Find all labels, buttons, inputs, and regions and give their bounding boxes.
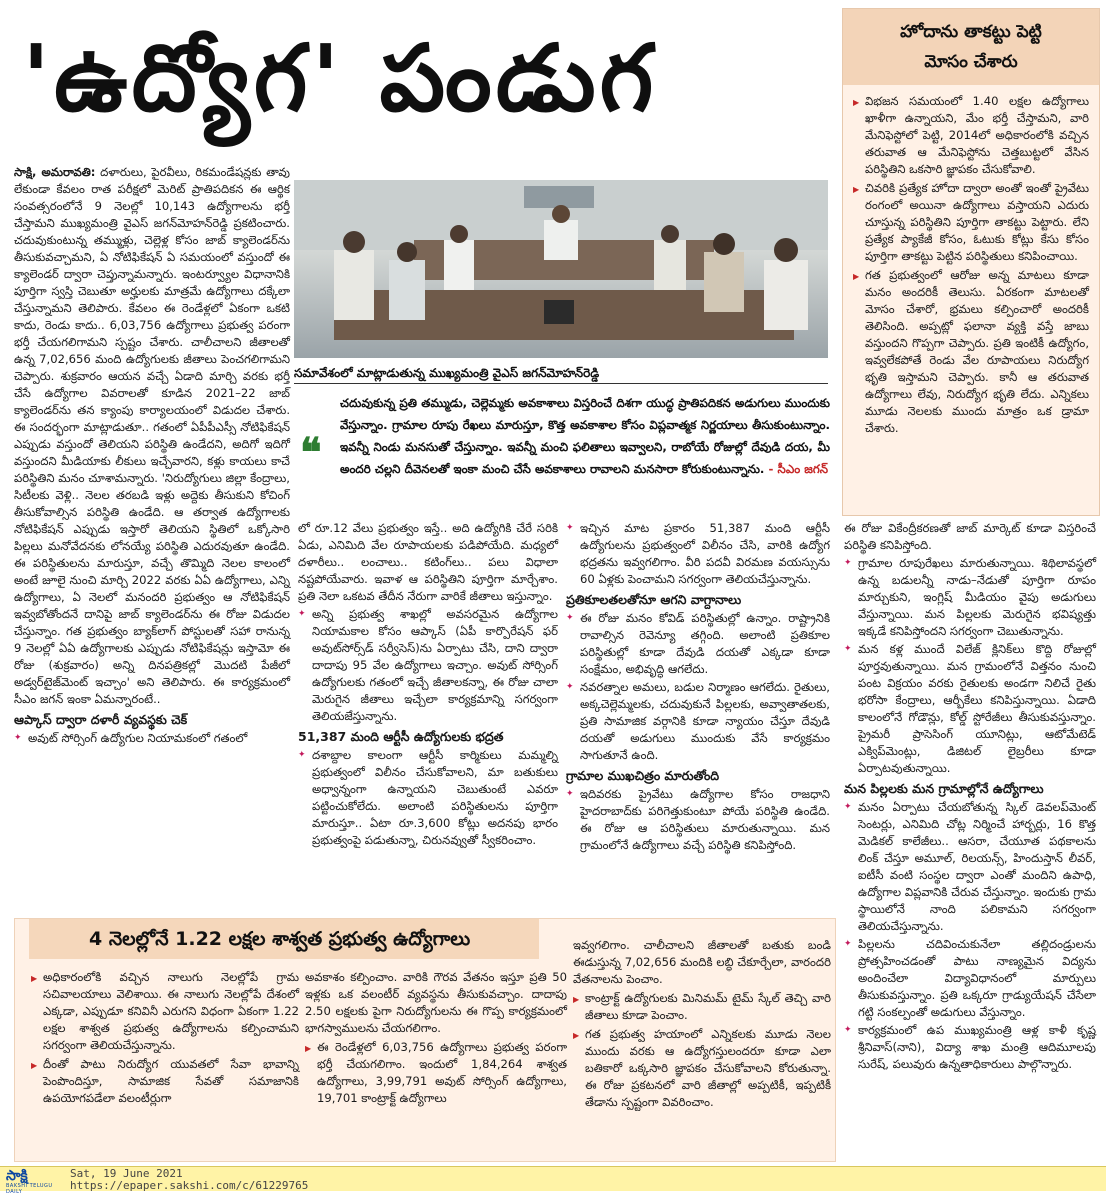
bottom-paragraph: ఇవ్వగలిగాం. చాలీచాలని జీతాలతో బతుకు బండి ఈడుస్తున్న 7,02,656 మందికి లబ్ధి చేకూర్చేలా, వారందరి వేతనాలను పెంచాం.: [573, 938, 831, 986]
quote-text: చదువుకున్న ప్రతి తమ్ముడు, చెల్లెమ్మకు అవకాశాలు విస్తరించే దిశగా యుద్ధ ప్రాతిపదికన అడుగులు ముందుకు వేస్తున్నాం. గ్రామాల రూపు రేఖలు మారుస్తూ, కొత్త అవకాశాల కోసం విప్లవాత్మక నిర్ణయాలు తీసుకుంటున్నాం. ఇవన్నీ నిండు మనసుతో చేస్తున్నాం. ఇవన్నీ మంచి ఫలితాలు ఇవ్వాలని, రాబోయే రోజుల్లో దేవుడి దయ, మీ అందరి చల్లని దీవెనలతో ఇంకా మంచి చేసే అవకాశాలు రావాలని మనసారా కోరుకుంటున్నాను.: [340, 396, 830, 476]
article-paragraph: [14, 164, 290, 708]
subheading: మన పిల్లలకు మన గ్రామాల్లోనే ఉద్యోగాలు: [844, 781, 1044, 796]
dateline: సాక్షి, అమరావతి:: [14, 165, 96, 179]
bottom-box: [14, 918, 836, 1162]
subheading: ఆప్కాస్ ద్వారా దళారీ వ్యవస్థకు చెక్: [14, 712, 188, 727]
sidebar-bullet: ▶ గత ప్రభుత్వంలో ఆరోజు అన్న మాటలు కూడా మనం అందరికీ తెలుసు. ఏరకంగా మాటలతో మోసం చేశారో, భ్రమలు కల్పించారో అందరికీ తెలిసింది. అప్పట్లో ఫలానా వ్యక్తి వస్తే జాబు వస్తుందని గొప్పగా చెప్పారు. ప్రతి ఇంటికీ ఉద్యోగం, ఇవ్వలేకపోతే రెండు వేల రూపాయలు నిరుద్యోగ భృతి ఇస్తామని చెప్పారు. కానీ ఆ తరువాత ఉద్యోగాలు లేవు, నిరుద్యోగ భృతి లేదు. ఎన్నికలు మూడు నెలలకు ముందు మాత్రం ఒక డ్రామా చేశారు.: [853, 267, 1089, 437]
bottom-box-title: 4 నెలల్లోనే 1.22 లక్షల శాశ్వత ప్రభుత్వ ఉద్యోగాలు: [29, 919, 539, 959]
bottom-box-column-3: [573, 937, 831, 1159]
photo-meeting: [294, 180, 828, 358]
bottom-box-column-2: [305, 969, 567, 1159]
article-paragraph: లో రూ.12 వేలు ప్రభుత్వం ఇస్తే.. అది ఉద్యోగికి చేరే సరికి ఏడు, ఎనిమిది వేల రూపాయలకు పడిపోయేది. మధ్యలో దళారీలు.. లంచాలు.. కటింగ్‌లు.. పలు విధాలా నష్టపోయేవారు. ఇవాళ ఆ పరిస్థితిని పూర్తిగా మార్చేశాం. ప్రతి నెలా ఒకటవ తేదీన నేరుగా వారికే జీతాలు ఇస్తున్నాం.: [298, 521, 558, 603]
bottom-box-column-1: [31, 969, 299, 1159]
bullet-paragraph: ✦ పిల్లలను చదివించుకునేలా తల్లిదండ్రులను ప్రోత్సహించడంతో పాటు నాణ్యమైన విద్యను అందించేలా విద్యావిధానంలో మార్పులు తీసుకువస్తున్నాం. ప్రతి ఒక్కరూ గ్రాడ్యుయేషన్ చేసేలా గట్టి సంకల్పంతో అడుగులు వేస్తున్నాం.: [844, 936, 1096, 1021]
article-column-2: [298, 520, 558, 916]
edition-url[interactable]: https://epaper.sakshi.com/c/61229765: [70, 1179, 309, 1192]
bottom-bullet: ▶ కాంట్రాక్ట్ ఉద్యోగులకు మినిమమ్ టైమ్ స్కేల్ తెచ్చి వారి జీతాలు కూడా పెంచాం.: [573, 990, 831, 1024]
article-column-4: [844, 520, 1096, 1162]
bottom-bullet: ▶ ఈ రెండేళ్లలో 6,03,756 ఉద్యోగాలు ప్రభుత్వ పరంగా భర్తీ చేయగలిగాం. ఇందులో 1,84,264 శాశ్వత ఉద్యోగాలు, 3,99,791 అవుట్ సోర్సింగ్ ఉద్యోగాలు, 19,701 కాంట్రాక్ట్ ఉద్యోగాలు: [305, 1039, 567, 1107]
bullet-paragraph: ✦ నవరత్నాల అమలు, బడుల నిర్మాణం ఆగలేదు. రైతులు, అక్కచెల్లెమ్మలకు, చదువుకునే పిల్లలకు, అవ్వాతాతలకు, ప్రతి సామాజిక వర్గానికి కూడా న్యాయం చేస్తూ దేవుడి దయతో అడుగులు ముందుకు వేసే కార్యక్రమం సాగుతూనే ఉంది.: [566, 679, 830, 764]
footer-bar: [0, 1166, 1106, 1195]
meeting-photo: [294, 180, 828, 358]
bullet-paragraph: ✦ ఈ రోజు మనం కోవిడ్ పరిస్థితుల్లో ఉన్నాం. రాష్ట్రానికి రావాల్సిన రెవెన్యూ తగ్గింది. అలాంటి ప్రతికూల పరిస్థితుల్లో కూడా దేవుడి దయతో ఎక్కడా కూడా సంక్షేమం, అభివృద్ధి ఆగలేదు.: [566, 610, 830, 678]
article-column-3: [566, 520, 830, 916]
subheading: 51,387 మంది ఆర్టీసీ ఉద్యోగులకు భద్రత: [298, 729, 504, 744]
edition-date: Sat, 19 June 2021: [70, 1167, 183, 1180]
article-column-1: [14, 164, 290, 916]
bullet-paragraph: ✦ గ్రామాల రూపురేఖలు మారుతున్నాయి. శిథిలావస్థలో ఉన్న బడులన్నీ నాడు–నేడుతో పూర్తిగా రూపం మార్చుకుని, ఇంగ్లిష్ మీడియం వైపు అడుగులు వేస్తున్నాయి. మన పిల్లలకు మెరుగైన భవిష్యత్తు ఇక్కడే కనిపిస్తోందని సగర్వంగా చెబుతున్నాను.: [844, 555, 1096, 640]
article-paragraph: ఈ రోజు వికేంద్రీకరణతో జాబ్ మార్కెట్ కూడా విస్తరించే పరిస్థితి కనిపిస్తోంది.: [844, 521, 1096, 552]
logo-text: సాక్షి: [6, 1168, 28, 1184]
bullet-paragraph: ✦ అన్ని ప్రభుత్వ శాఖల్లో అవసరమైన ఉద్యోగాల నియామకాల కోసం ఆప్కాస్ (ఏపీ కార్పొరేషన్ ఫర్ అవుట్‌సోర్స్‌డ్ సర్వీసెస్)ను ఏర్పాటు చేసి, దాని ద్వారా దాదాపు 95 వేల ఉద్యోగాలు ఇచ్చాం. అవుట్ సోర్సింగ్ ఉద్యోగులకు గతంలో ఇచ్చే జీతాలకన్నా, ఈ రోజు చాలా మెరుగైన జీతాలు ఇచ్చేలా కార్యక్రమాన్ని సగర్వంగా తెలియజేస్తున్నాను.: [298, 606, 558, 725]
bullet-paragraph: ✦ అవుట్ సోర్సింగ్ ఉద్యోగుల నియామకంలో గతంలో: [14, 730, 290, 747]
sidebar-body: [843, 85, 1099, 445]
sidebar-bullet: ▶ విభజన సమయంలో 1.40 లక్షల ఉద్యోగాలు ఖాళీగా ఉన్నాయని, మేం భర్తీ చేస్తామని, వారి మేనిఫెస్టోలో పెట్టి, 2014లో అధికారంలోకి వచ్చిన తరువాత ఆ మేనిఫెస్టోను చెత్తబుట్టలో వేసిన పరిస్థితిని ఒకసారి జ్ఞాపకం చేసుకోవాలి.: [853, 93, 1089, 178]
sakshi-logo[interactable]: [6, 1168, 66, 1195]
footer-meta: [70, 1167, 370, 1192]
bullet-paragraph: ✦ ఇదివరకు ప్రైవేటు ఉద్యోగాల కోసం రాజధాని హైదరాబాద్‌కు పరిగెత్తుకుంటూ పోయే పరిస్థితి ఉండేది. ఈ రోజు ఆ పరిస్థితులు మారుతున్నాయి. మన గ్రామంలోనే ఉద్యోగాలు వచ్చే పరిస్థితి కనిపిస్తోంది.: [566, 786, 830, 854]
bullet-paragraph: ✦ ఇచ్చిన మాట ప్రకారం 51,387 మంది ఆర్టీసీ ఉద్యోగులను ప్రభుత్వంలో విలీనం చేసి, వారికి ఉద్యోగ భద్రతను ఇవ్వగలిగాం. వీరి పదవీ విరమణ వయస్సును 60 ఏళ్లకు పెంచామని సగర్వంగా తెలియచేస్తున్నాను.: [566, 520, 830, 588]
bottom-bullet: ▶ అధికారంలోకి వచ్చిన నాలుగు నెలల్లోపే గ్రామ సచివాలయాలు వెలిశాయి. ఈ నాలుగు నెలల్లోపే దేశంలో ఎక్కడా, ఎప్పుడూ కనివినీ ఎరుగని విధంగా ఏకంగా 1.22 లక్షల శాశ్వత ప్రభుత్వ ఉద్యోగాలను కల్పించామని సగర్వంగా తెలియచేస్తున్నాను.: [31, 969, 299, 1054]
bottom-paragraph: అవకాశం కల్పించాం. వారికి గౌరవ వేతనం ఇస్తూ ప్రతి 50 ఇళ్లకు ఒక వలంటీర్ వ్యవస్థను తీసుకువచ్చాం. దాదాపు 2.50 లక్షలకు పైగా నిరుద్యోగులను ఈ గొప్ప కార్యక్రమంలో భాగస్వాములను చేయగలిగాం.: [305, 970, 567, 1035]
logo-subtext: BAKSHI TELUGU DAILY: [6, 1183, 53, 1195]
photo-caption: సమావేశంలో మాట్లాడుతున్న ముఖ్యమంత్రి వైఎస్ జగన్‌మోహన్‌రెడ్డి: [294, 362, 828, 384]
bullet-paragraph: ✦ దశాబ్దాల కాలంగా ఆర్టీసీ కార్మికులు మమ్మల్ని ప్రభుత్వంలో విలీనం చేసుకోవాలని, మా బతుకులు అధ్వాన్నంగా ఉన్నాయని చెబుతుంటే ఎవరూ పట్టించుకోలేదు. అలాంటి పరిస్థితులను పూర్తిగా మారుస్తూ.. ఏటా రూ.3,600 కోట్లు అదనపు భారం ప్రభుత్వంపై పడుతున్నా, చిరునవ్వుతో స్వీకరించాం.: [298, 747, 558, 849]
quote-signature: - సీఎం జగన్: [768, 462, 829, 476]
sidebar-bullet: ▶ చివరికి ప్రత్యేక హోదా ద్వారా అంతో ఇంతో ప్రైవేటు రంగంలో అయినా ఉద్యోగాలు వస్తాయని ఎదురు చూస్తున్న పరిస్థితిని పూర్తిగా తాకట్టు పెట్టారు. లేని ప్రత్యేక ప్యాకేజీ కోసం, ఓటుకు కోట్లు కేసు కోసం పూర్తిగా తాకట్టు పెట్టిన పరిస్థితులు కనిపించాయి.: [853, 180, 1089, 265]
sidebar-title-line: హోదాను తాకట్టు పెట్టి: [900, 22, 1042, 42]
subheading: గ్రామాల ముఖచిత్రం మారుతోంది: [566, 768, 720, 783]
quote-icon: ❝: [300, 429, 322, 476]
paragraph-text: దళారులు, పైరవీలు, రికమండేషన్లకు తావు లేకుండా కేవలం రాత పరీక్షలో మెరిట్ ప్రాతిపదికన ఈ ఆర్థిక సంవత్సరంలోనే 9 నెలల్లో 10,143 ఉద్యోగాలను భర్తీ చేస్తామని ముఖ్యమంత్రి వైఎస్ జగన్‌మోహన్‌రెడ్డి ప్రకటించారు. చదువుకుంటున్న తమ్ముళ్లు, చెల్లెళ్ల కోసం జాబ్ క్యాలెండర్‌ను తీసుకువచ్చామని, ఏ నోటిఫికేషన్ ఏ సమయంలో వస్తుందో ఈ క్యాలెండర్ ద్వారా చెప్తున్నామన్నారు. ఇంటర్వ్యూల విధానానికి పూర్తిగా స్వస్తి చెబుతూ అర్హులకు మాత్రమే ఉద్యోగాలు దక్కేలా చేస్తున్నామని తెలిపారు. కేవలం ఈ రెండేళ్లలో ఏకంగా ఒకటి కాదు, రెండు కాదు.. 6,03,756 ఉద్యోగాలు ప్రభుత్వ పరంగా భర్తీ చేయగలిగామని స్పష్టం చేశారు. చాలీచాలని జీతాలతో ఉన్న 7,02,656 మంది ఉద్యోగులకు జీతాలు పెంచగలిగామని చెప్పారు. శుక్రవారం ఆయన వచ్చే ఏడాది మార్చి వరకు భర్తీ చేసే ఉద్యోగాల వివరాలతో కూడిన 2021–22 జాబ్ క్యాలెండర్‌ను తన క్యాంపు కార్యాలయంలో విడుదల చేశారు. ఈ సందర్భంగా మాట్లాడుతూ.. గతంలో ఏపీపీఎస్సీ నోటిఫికేషన్ ఎప్పుడు వస్తుందో తెలియని పరిస్థితి ఉండేదని, అదిగో ఇదిగో వస్తుందని మీడియాకు లీకులు ఇచ్చేవారని, కళ్లు కాయలు కాచే పరిస్థితిని మనం చూశామన్నారు. 'నిరుద్యోగులు జిల్లా కేంద్రాలు, సిటీలకు వెళ్లి.. నెలల తరబడి ఇళ్లు అద్దెకు తీసుకుని కోచింగ్ తీసుకోవాల్సిన పరిస్థితి ఉండేది. ఆ తర్వాత ఉద్యోగాలకు నోటిఫికేషన్ ఎప్పుడు ఇస్తారో తెలియని స్థితిలో ఒక్కోసారి పిల్లలు మనోవేదనకు లోనయ్యే పరిస్థితి ఎదురవుతూ ఉండేది. ఈ పరిస్థితులను మారుస్తూ, వచ్చే తొమ్మిది నెలల కాలంలో అంటే జూలై నుంచి మార్చి 2022 వరకు ఏఏ ఉద్యోగాలు, ఎన్ని ఉద్యోగాలు, ఏ నెలలో మనందరి ప్రభుత్వం ఆ నోటిఫికేషన్ ఇవ్వబోతోందనే దానిపై జాబ్ క్యాలెండర్‌ను ఈ రోజు విడుదల చేస్తున్నాం. గత ప్రభుత్వం బ్యాక్‌లాగ్ పోస్టులతో సహా రానున్న 9 నెలల్లో ఏఏ ఉద్యోగాలకు ఎప్పుడు నోటిఫికేషన్లు ఇస్తామో ఈ రోజు (శుక్రవారం) అన్ని దినపత్రికల్లో మొదటి పేజీలో అడ్వర్‌టైజ్‌మెంట్ ఇచ్చాం' అని తెలిపారు. ఈ కార్యక్రమంలో సీఎం జగన్ ఇంకా ఏమన్నారంటే..: [14, 165, 291, 706]
sidebar-title-line: మోసం చేశారు: [924, 52, 1018, 72]
bullet-paragraph: ✦ మన కళ్ల ముందే విలేజ్ క్లినిక్‌లు కొద్ది రోజుల్లో పూర్తవుతున్నాయి. మన గ్రామంలోనే విత్తనం నుంచి పంట విక్రయం వరకు రైతులకు అండగా నిలిచే రైతు భరోసా కేంద్రాలు, ఆర్బీకేలు కనిపిస్తున్నాయి. ఏడాది కాలంలోనే గోడౌన్లు, కోల్డ్ స్టోరేజీలు తీసుకువస్తున్నాం. ప్రైమరీ ప్రాసెసింగ్ యూనిట్లు, ఆటోమేటెడ్ ఎక్విప్‌మెంట్లు, డిజిటల్ లైబ్రరీలు కూడా ఏర్పాటవుతున్నాయి.: [844, 641, 1096, 777]
bullet-paragraph: ✦ మనం ఏర్పాటు చేయబోతున్న స్కిల్ డెవలప్‌మెంట్ సెంటర్లు, ఎనిమిది చోట్ల నిర్మించే హార్బర్లు, 16 కొత్త మెడికల్ కాలేజీలు.. ఆసరా, చేయూత పథకాలను లింక్ చేస్తూ అమూల్, రిలయన్స్, హిందుస్తాన్ లీవర్, ఐటీసీ వంటి సంస్థల ద్వారా ఎంతో మందిని ఉపాధి, ఉద్యోగాల విప్లవానికి చేరువ చేస్తున్నాం. ఇందుకు గ్రామ స్థాయిలోనే నాంది పలికామని సగర్వంగా తెలియచేస్తున్నాను.: [844, 799, 1096, 935]
subheading: ప్రతికూలతలతోనూ ఆగని వాగ్దానాలు: [566, 592, 742, 607]
sidebar-title: [843, 9, 1099, 85]
pull-quote: [300, 392, 830, 518]
headline: 'ఉద్యోగ' పండుగ: [22, 24, 658, 132]
bottom-bullet: ▶ గత ప్రభుత్వ హయాంలో ఎన్నికలకు మూడు నెలల ముందు వరకు ఆ ఉద్యోగస్తులందరూ కూడా ఎలా బతికారో ఒక్కసారి జ్ఞాపకం చేసుకోవాలని కోరుతున్నా. ఈ రోజు ప్రకటనలో వారి జీతాల్లో అప్పటికీ, ఇప్పటికీ తేడాను స్పష్టంగా వివరించాం.: [573, 1026, 831, 1111]
bullet-paragraph: ✦ కార్యక్రమంలో ఉప ముఖ్యమంత్రి ఆళ్ల కాళీ కృష్ణ శ్రీనివాస్(నాని), విద్యా శాఖ మంత్రి ఆదిమూలపు సురేష్, పలువురు ఉన్నతాధికారులు పాల్గొన్నారు.: [844, 1022, 1096, 1073]
sidebar-box: [842, 8, 1100, 516]
bottom-bullet: ▶ దీంతో పాటు నిరుద్యోగ యువతలో సేవా భావాన్ని పెంపొందిస్తూ, సామాజిక సేవతో సమాజానికి ఉపయోగపడేలా వలంటీర్లుగా: [31, 1056, 299, 1107]
quote-body: [340, 392, 830, 480]
